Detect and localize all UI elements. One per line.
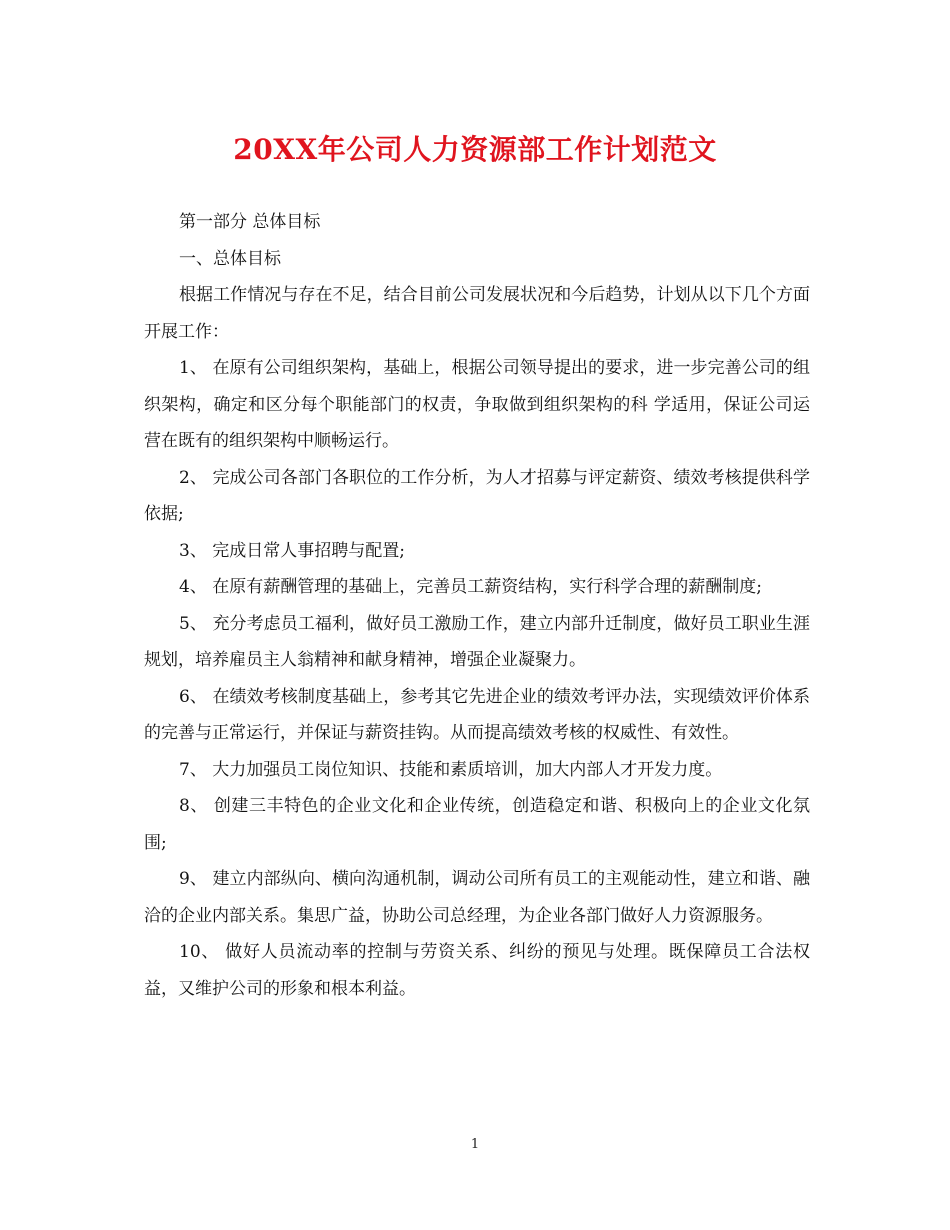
list-item: 6、 在绩效考核制度基础上，参考其它先进企业的绩效考评办法，实现绩效评价体系的完善与正常运行，并保证与薪资挂钩。从而提高绩效考核的权威性、有效性。 [144,686,810,743]
list-item: 2、 完成公司各部门各职位的工作分析，为人才招募与评定薪资、绩效考核提供科学依据; [144,467,810,524]
page-number: 1 [470,1137,480,1152]
intro-paragraph: 根据工作情况与存在不足，结合目前公司发展状况和今后趋势，计划从以下几个方面开展工作： [144,285,810,342]
list-item: 8、 创建三丰特色的企业文化和企业传统，创造稳定和谐、积极向上的企业文化氛围; [144,796,810,853]
list-item: 9、 建立内部纵向、横向沟通机制，调动公司所有员工的主观能动性，建立和谐、融洽的企业内部关系。集思广益，协助公司总经理，为企业各部门做好人力资源服务。 [144,869,810,926]
list-item: 5、 充分考虑员工福利，做好员工激励工作，建立内部升迁制度，做好员工职业生涯规划，培养雇员主人翁精神和献身精神，增强企业凝聚力。 [144,613,810,670]
list-item: 10、 做好人员流动率的控制与劳资关系、纠纷的预见与处理。既保障员工合法权益，又维护公司的形象和根本利益。 [144,942,810,999]
list-item: 7、 大力加强员工岗位知识、技能和素质培训，加大内部人才开发力度。 [179,759,723,780]
document-body [144,204,810,1007]
list-item: 1、 在原有公司组织架构，基础上，根据公司领导提出的要求，进一步完善公司的组织架构，确定和区分每个职能部门的权责，争取做到组织架构的科 学适用，保证公司运营在既有的组织架构中顺畅运行。 [144,358,810,451]
list-item: 4、 在原有薪酬管理的基础上，完善员工薪资结构，实行科学合理的薪酬制度; [179,577,762,597]
list-item: 3、 完成日常人事招聘与配置; [179,540,405,561]
document-title: 20XX年公司人力资源部工作计划范文 [233,133,717,166]
subsection-heading: 一、总体目标 [179,248,281,269]
section-heading: 第一部分 总体目标 [179,212,321,232]
